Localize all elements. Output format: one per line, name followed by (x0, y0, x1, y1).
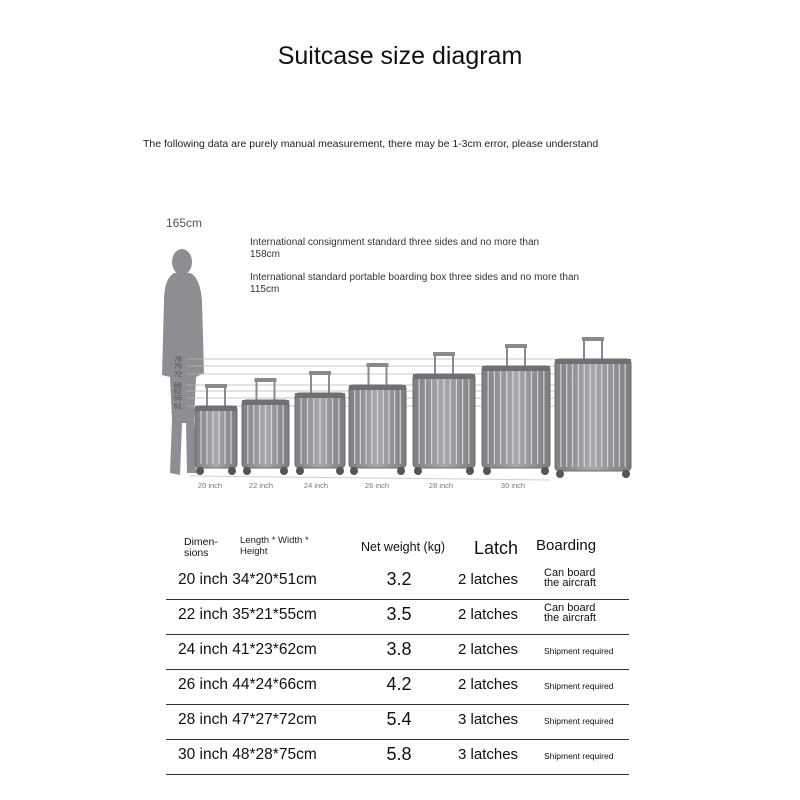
suitcase-illustration (242, 378, 289, 475)
table-row (166, 740, 629, 775)
boarding-annotation: International standard portable boarding box three sides and no more than 115cm (250, 272, 580, 295)
page-title: Suitcase size diagram (277, 42, 523, 70)
table-row (166, 565, 629, 600)
size-dimensions-cell: 22 inch 35*21*55cm (178, 606, 317, 623)
header-net-weight: Net weight (kg) (361, 540, 446, 554)
boarding-cell: Shipment required (544, 646, 614, 656)
latch-cell: 2 latches (458, 676, 519, 693)
net-weight-cell: 3.8 (386, 639, 412, 659)
boarding-cell: Shipment required (544, 681, 614, 691)
size-dimensions-cell: 20 inch 34*20*51cm (178, 571, 317, 588)
suitcase-illustration (413, 352, 475, 475)
consignment-annotation: International consignment standard three sides and no more than 158cm (250, 237, 540, 260)
suitcase-size-label: 30 inch (500, 481, 526, 490)
height-tick-label: 55 (174, 395, 182, 403)
table-row (166, 705, 629, 740)
size-dimensions-cell: 24 inch 41*23*62cm (178, 641, 317, 658)
suitcase-illustration (349, 363, 406, 475)
suitcase-size-label: 20 inch (197, 481, 223, 490)
size-dimensions-cell: 30 inch 48*28*75cm (178, 746, 317, 763)
size-dimensions-cell: 26 inch 44*24*66cm (178, 676, 317, 693)
row-divider (166, 774, 629, 775)
suitcase-illustration (295, 371, 345, 475)
net-weight-cell: 3.5 (386, 604, 412, 624)
table-row (166, 600, 629, 635)
measurement-note: The following data are purely manual measurement, there may be 1-3cm error, please understand (143, 138, 599, 150)
height-tick-label: 75 (174, 363, 182, 371)
suitcase-size-label: 22 inch (248, 481, 274, 490)
boarding-cell: Shipment required (544, 751, 614, 761)
net-weight-cell: 5.4 (386, 709, 412, 729)
height-tick-label: 62 (174, 388, 182, 396)
height-tick-label: 78 (174, 356, 182, 364)
header-latch: Latch (474, 538, 519, 558)
net-weight-cell: 3.2 (386, 569, 412, 589)
height-tick-label: 66 (174, 382, 182, 390)
header-length-width-height: Length * Width * Height (240, 535, 309, 557)
table-row (166, 670, 629, 705)
height-tick-label: 51 (174, 403, 182, 411)
suitcase-size-label: 24 inch (303, 481, 329, 490)
boarding-cell: Can board the aircraft (544, 602, 596, 624)
table-row (166, 635, 629, 670)
suitcase-size-label: 26 inch (364, 481, 390, 490)
latch-cell: 3 latches (458, 746, 519, 763)
suitcase-illustration (555, 337, 631, 478)
size-dimensions-cell: 28 inch 47*27*72cm (178, 711, 317, 728)
person-height-label: 165cm (166, 216, 203, 230)
latch-cell: 2 latches (458, 641, 519, 658)
suitcase-illustration (482, 344, 550, 475)
net-weight-cell: 4.2 (386, 674, 412, 694)
boarding-cell: Can board the aircraft (544, 567, 596, 589)
boarding-cell: Shipment required (544, 716, 614, 726)
latch-cell: 2 latches (458, 571, 519, 588)
height-tick-label: 72 (174, 371, 182, 379)
header-boarding: Boarding (536, 537, 597, 554)
latch-cell: 3 latches (458, 711, 519, 728)
latch-cell: 2 latches (458, 606, 519, 623)
header-dimensions: Dimen- sions (184, 536, 218, 559)
suitcase-size-label: 28 inch (428, 481, 454, 490)
net-weight-cell: 5.8 (386, 744, 412, 764)
